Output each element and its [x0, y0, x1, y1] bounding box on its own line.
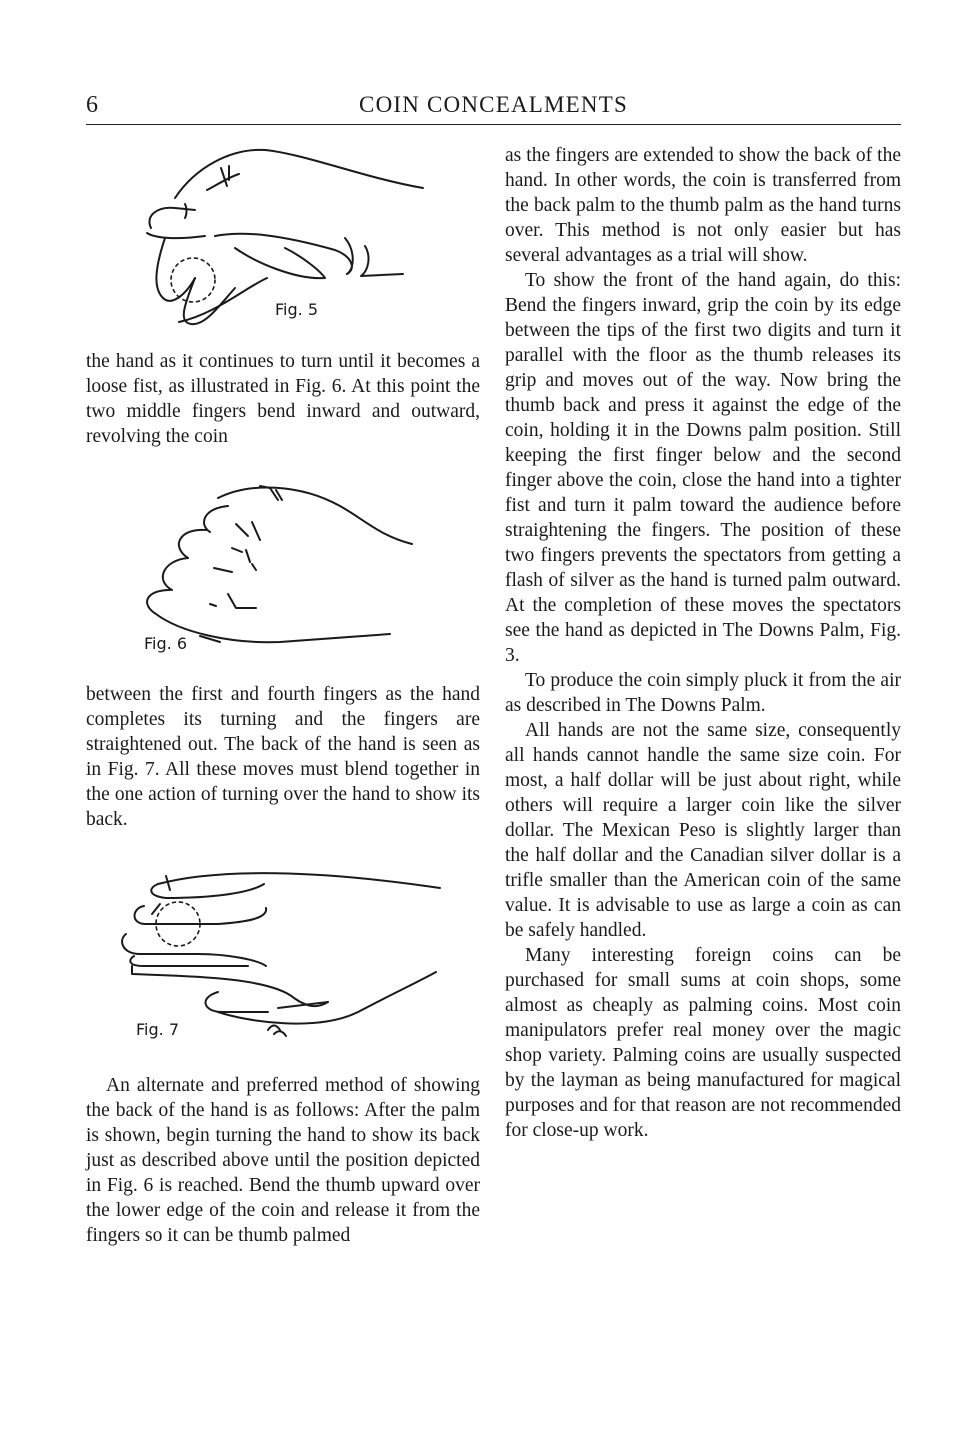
running-title: COIN CONCEALMENTS [359, 92, 628, 117]
paragraph: Many interesting foreign coins can be purchased for small sums at coin shops, some almost as cheaply as palming coins. Most coin manipulators prefer real money over the magic shop variety. Palming coins are usually suspected by the layman as being manufactured for magical purposes and for that reason are not recommended for close-up work. [505, 945, 901, 1141]
paragraph: the hand as it continues to turn until it becomes a loose fist, as illustrated in Fig. 6. At this point the two middle fingers bend inward and outward, revolving the coin [86, 351, 480, 447]
right-column [505, 143, 901, 1143]
paragraph: To show the front of the hand again, do this: Bend the fingers inward, grip the coin by its edge between the tips of the first two digits and turn it parallel with the floor as the thumb releases its grip and moves out of the way. Now bring the thumb back and press it against the edge of the coin, holding it in the Downs palm position. Still keeping the first finger below and the second finger above the coin, close the hand into a tighter fist and turn it palm toward the audience before straightening the fingers. The position of these two fingers prevents the spectators from getting a flash of silver as the hand is turned palm outward. At the completion of these moves the spectators see the hand as depicted in The Downs Palm, Fig. 3. [505, 270, 901, 666]
figure-caption: Fig. 6 [144, 634, 187, 653]
paragraph: between the first and fourth fingers as the hand completes its turning and the fingers are straightened out. The back of the hand is seen as in Fig. 7. All these moves must blend together in the one action of turning over the hand to show its back. [86, 684, 480, 830]
figure-5 [135, 138, 435, 338]
left-column-block-1 [86, 349, 480, 449]
figure-7 [118, 862, 448, 1050]
paragraph: All hands are not the same size, consequently all hands cannot handle the same size coin. For most, a half dollar will be just about right, while others will require a larger coin like the silver dollar. The Mexican Peso is slightly larger than the half dollar and the Canadian silver dollar is a trifle smaller than the American coin of the same value. It is advisable to use as large a coin as can be safely handled. [505, 720, 901, 941]
page-header [86, 92, 901, 125]
left-column-block-3 [86, 1073, 480, 1248]
left-column-block-2 [86, 682, 480, 832]
figure-6 [140, 476, 430, 666]
page-number: 6 [86, 92, 98, 118]
paragraph: An alternate and preferred method of showing the back of the hand is as follows: After the palm is shown, begin turning the hand to show its back just as described above until the position depicted in Fig. 6 is reached. Bend the thumb upward over the lower edge of the coin and release it from the fingers so it can be thumb palmed [86, 1075, 480, 1246]
paragraph: as the fingers are extended to show the back of the hand. In other words, the coin is transferred from the back palm to the thumb palm as the hand turns over. This method is not only easier but has several advantages as a trial will show. [505, 145, 901, 266]
figure-caption: Fig. 7 [136, 1020, 179, 1039]
figure-caption: Fig. 5 [275, 300, 318, 319]
paragraph: To produce the coin simply pluck it from the air as described in The Downs Palm. [505, 670, 901, 716]
